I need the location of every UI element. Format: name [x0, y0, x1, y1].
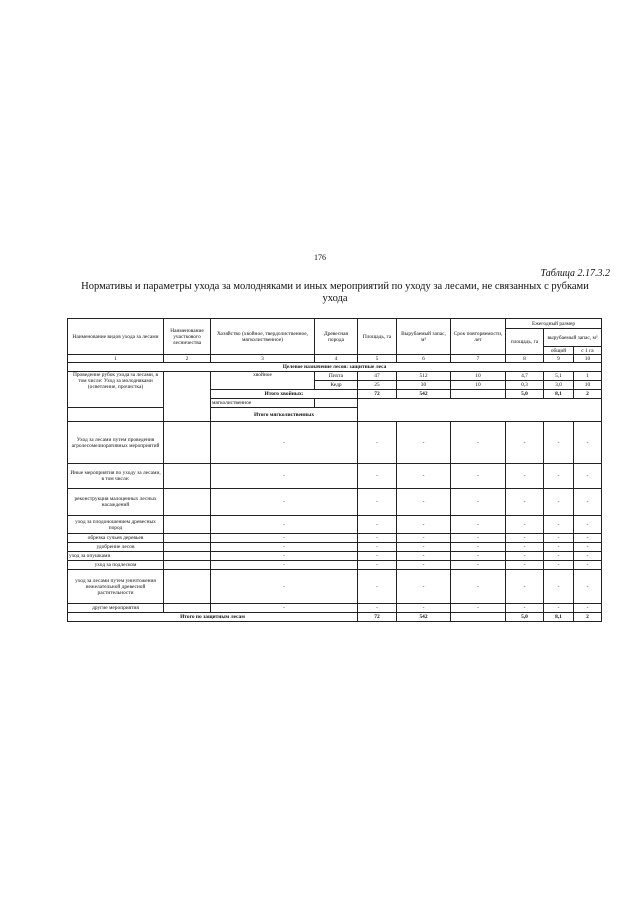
forestry-cell	[164, 552, 211, 561]
row-name: обрезка сучьев деревьев	[68, 534, 164, 543]
dash-cell: -	[506, 516, 544, 534]
col-number: 1	[68, 355, 164, 363]
dash-cell: -	[358, 534, 397, 543]
document-title: Нормативы и параметры ухода за молодняками и иных мероприятий по уходу за лесами, не связанных с рубками ухода	[81, 281, 589, 304]
forestry-cell	[164, 534, 211, 543]
annual-total: 8,1	[544, 390, 574, 399]
dash-cell: -	[574, 543, 602, 552]
area: 72	[358, 390, 397, 399]
dash-cell: -	[506, 464, 544, 489]
farm-conifer: хвойное	[211, 372, 315, 390]
period: 10	[451, 372, 506, 381]
dash-cell: -	[211, 464, 358, 489]
table-row	[68, 516, 602, 534]
dash-cell: -	[574, 516, 602, 534]
dash-cell: -	[358, 489, 397, 516]
volume: 542	[397, 613, 451, 622]
col-number: 8	[506, 355, 544, 363]
dash-cell: -	[358, 552, 397, 561]
annual-area: 4,7	[506, 372, 544, 381]
dash-cell: -	[506, 561, 544, 570]
annual-total: 8,1	[544, 613, 574, 622]
dash-cell: -	[358, 422, 397, 464]
period	[451, 390, 506, 399]
dash-cell: -	[397, 534, 451, 543]
dash-cell: -	[451, 570, 506, 604]
care-name-blank	[68, 408, 164, 422]
dash-cell: -	[451, 464, 506, 489]
row-name: уход за лесами путем уничтожения нежелательной древесной растительности	[68, 570, 164, 604]
dash-cell: -	[506, 604, 544, 613]
grand-total-row	[68, 613, 602, 622]
forestry-cell	[164, 422, 211, 464]
table-row	[68, 372, 602, 381]
col-number: 4	[315, 355, 358, 363]
dash-cell: -	[574, 570, 602, 604]
annual-per-ha: 2	[574, 613, 602, 622]
table-row	[68, 534, 602, 543]
header-col7: Срок повторяемости, лет	[451, 319, 506, 355]
area: 72	[358, 613, 397, 622]
annual-per-ha: 2	[574, 390, 602, 399]
header-harvest: вырубаемый запас, м³	[544, 329, 602, 347]
dash-cell: -	[451, 604, 506, 613]
dash-cell: -	[506, 552, 544, 561]
dash-cell: -	[211, 534, 358, 543]
care-name: Проведение рубок ухода за лесами, в том числе: Уход за молодняками (осветление, прочистка)	[68, 372, 164, 408]
table-row	[68, 422, 602, 464]
total-conifer-label: Итого хвойных:	[211, 390, 358, 399]
dash-cell: -	[544, 489, 574, 516]
species: Кедр	[315, 381, 358, 390]
annual-per-ha: 10	[574, 381, 602, 390]
dash-cell: -	[397, 561, 451, 570]
table-row-total-softwood	[68, 408, 602, 422]
dash-cell: -	[451, 422, 506, 464]
dash-cell: -	[574, 422, 602, 464]
col-number: 5	[358, 355, 397, 363]
table-row	[68, 464, 602, 489]
row-name: Иные мероприятия по уходу за лесами, в том числе:	[68, 464, 164, 489]
header-col4: Древесная порода	[315, 319, 358, 355]
column-numbers-row	[68, 355, 602, 363]
forestry-cell	[164, 561, 211, 570]
header-per-ha: с 1 га	[574, 347, 602, 355]
dash-cell: -	[544, 561, 574, 570]
col-number: 3	[211, 355, 315, 363]
row-name: уход за опушками	[68, 552, 164, 561]
table-row	[68, 543, 602, 552]
header-row-1	[68, 319, 602, 329]
forestry-cell	[164, 464, 211, 489]
dash-cell: -	[397, 516, 451, 534]
dash-cell: -	[451, 552, 506, 561]
empty-cell	[358, 399, 602, 408]
dash-cell: -	[451, 489, 506, 516]
header-col1: Наименование видов ухода за лесами	[68, 319, 164, 355]
forestry-cell	[164, 489, 211, 516]
dash-cell: -	[211, 570, 358, 604]
dash-cell: -	[544, 422, 574, 464]
norms-table	[67, 318, 602, 622]
col-number: 2	[164, 355, 211, 363]
dash-cell: -	[506, 570, 544, 604]
volume: 542	[397, 390, 451, 399]
dash-cell: -	[397, 604, 451, 613]
dash-cell: -	[358, 604, 397, 613]
period: 10	[451, 381, 506, 390]
dash-cell: -	[544, 604, 574, 613]
forestry-cell	[164, 570, 211, 604]
table-label: Таблица 2.17.3.2	[540, 268, 610, 279]
area: 47	[358, 372, 397, 381]
header-total: общий	[544, 347, 574, 355]
page-number: 176	[314, 253, 326, 262]
dash-cell: -	[506, 543, 544, 552]
dash-cell: -	[211, 422, 358, 464]
dash-cell: -	[451, 543, 506, 552]
dash-cell: -	[544, 464, 574, 489]
section-row	[68, 363, 602, 372]
dash-cell: -	[358, 570, 397, 604]
dash-cell: -	[358, 464, 397, 489]
table-row	[68, 570, 602, 604]
species	[315, 399, 358, 408]
dash-cell: -	[574, 489, 602, 516]
dash-cell: -	[397, 570, 451, 604]
dash-cell: -	[451, 516, 506, 534]
dash-cell: -	[211, 543, 358, 552]
dash-cell: -	[211, 516, 358, 534]
header-col2: Наименование участкового лесничества	[164, 319, 211, 355]
dash-cell: -	[574, 552, 602, 561]
row-name: уход за подлеском	[68, 561, 164, 570]
header-annual: Ежегодный размер	[506, 319, 602, 329]
annual-area: 5,0	[506, 613, 544, 622]
dash-cell: -	[506, 489, 544, 516]
col-number: 7	[451, 355, 506, 363]
dash-cell: -	[544, 516, 574, 534]
dash-cell: -	[211, 552, 358, 561]
annual-area: 5,0	[506, 390, 544, 399]
header-annual-area: площадь, га	[506, 329, 544, 355]
row-name: Уход за лесами путем проведения агролесомелиоративных мероприятий	[68, 422, 164, 464]
volume: 30	[397, 381, 451, 390]
dash-cell: -	[211, 604, 358, 613]
section-heading: Целевое назначение лесов: защитные леса	[68, 363, 602, 372]
area: 25	[358, 381, 397, 390]
total-softwood-label: Итого мягколиственных	[211, 408, 358, 422]
dash-cell: -	[506, 534, 544, 543]
annual-total: 3,0	[544, 381, 574, 390]
dash-cell: -	[544, 543, 574, 552]
dash-cell: -	[397, 552, 451, 561]
col-number: 6	[397, 355, 451, 363]
dash-cell: -	[574, 604, 602, 613]
dash-cell: -	[574, 561, 602, 570]
row-name: реконструкция малоценных лесных насаждений	[68, 489, 164, 516]
dash-cell: -	[358, 543, 397, 552]
dash-cell: -	[397, 489, 451, 516]
table-row	[68, 561, 602, 570]
col-number: 10	[574, 355, 602, 363]
header-col6: Вырубаемый запас, м³	[397, 319, 451, 355]
dash-cell: -	[397, 543, 451, 552]
header-col5: Площадь, га	[358, 319, 397, 355]
period	[451, 613, 506, 622]
forestry-cell	[164, 604, 211, 613]
dash-cell: -	[544, 570, 574, 604]
row-name: другие мероприятия	[68, 604, 164, 613]
dash-cell: -	[211, 489, 358, 516]
header-col3: Хозяйство (хвойное, твердолиственное, мягколиственное)	[211, 319, 315, 355]
annual-area: 0,3	[506, 381, 544, 390]
forestry-cell	[164, 543, 211, 552]
dash-cell: -	[451, 561, 506, 570]
dash-cell: -	[211, 561, 358, 570]
dash-cell: -	[397, 422, 451, 464]
dash-cell: -	[574, 464, 602, 489]
dash-cell: -	[358, 516, 397, 534]
grand-total-label: Итого по защитным лесам	[68, 613, 358, 622]
table-row	[68, 489, 602, 516]
farm-softwood: мягколиственное	[211, 399, 315, 408]
species: Пихта	[315, 372, 358, 381]
dash-cell: -	[358, 561, 397, 570]
col-number: 9	[544, 355, 574, 363]
table-row	[68, 552, 602, 561]
annual-total: 5,1	[544, 372, 574, 381]
dash-cell: -	[451, 534, 506, 543]
dash-cell: -	[544, 552, 574, 561]
dash-cell: -	[506, 422, 544, 464]
dash-cell: -	[574, 534, 602, 543]
row-name: удобрение лесов	[68, 543, 164, 552]
dash-cell: -	[544, 534, 574, 543]
table-row	[68, 604, 602, 613]
dash-cell: -	[397, 464, 451, 489]
forestry-cell	[164, 516, 211, 534]
annual-per-ha: 1	[574, 372, 602, 381]
forestry-cell	[164, 372, 211, 422]
row-name: уход за плодоношением древесных пород	[68, 516, 164, 534]
volume: 512	[397, 372, 451, 381]
empty-cell	[358, 408, 602, 422]
